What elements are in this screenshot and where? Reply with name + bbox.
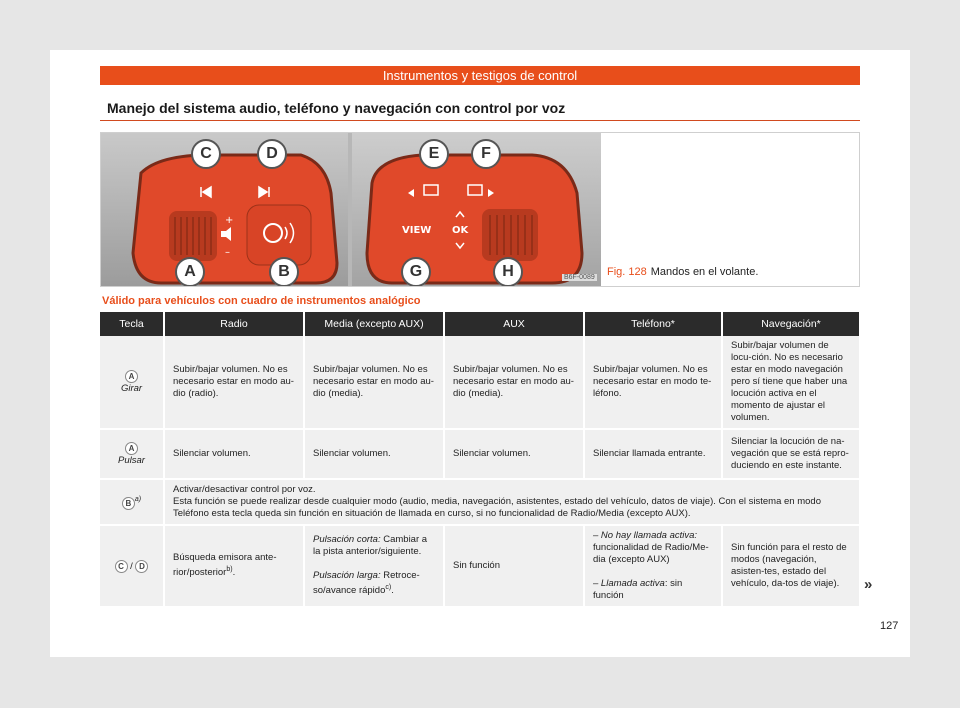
key-badge-d: D — [135, 560, 148, 573]
figure-number: Fig. 128 — [607, 266, 647, 278]
cell-telefono — [584, 525, 722, 607]
col-header-telefono: Teléfono* — [584, 312, 722, 336]
cell-media: Subir/bajar volumen. No es necesario estar en modo au-dio (media). — [304, 336, 444, 429]
ok-button-label: OK — [452, 225, 469, 236]
key-badge-a: A — [125, 370, 138, 383]
voice-control-description: Esta función se puede realizar desde cualquier modo (audio, media, navegación, asistentes, estado del vehículo, datos de viaje). Con el sistema en modo Teléfono esta tecla queda sin función en situación de llamada en curso, si no funcionalidad de Radio/Media (excepto AUX). — [173, 496, 821, 519]
table-row — [100, 525, 860, 607]
table-row — [100, 336, 860, 429]
key-badge-c: C — [115, 560, 128, 573]
key-cell — [100, 479, 164, 525]
view-button-label: VIEW — [402, 225, 432, 236]
key-cell — [100, 525, 164, 607]
volume-minus-icon: – — [225, 247, 230, 258]
key-cell — [100, 429, 164, 479]
right-button-housing — [367, 155, 582, 283]
image-reference-id: B6F-0089 — [564, 274, 595, 281]
table-row — [100, 479, 860, 525]
callout-f: F — [471, 139, 501, 169]
active-call-text: : sin función — [593, 578, 683, 601]
title-divider — [100, 120, 860, 121]
cell-radio — [164, 525, 304, 607]
menu-thumbwheel-ridges — [490, 215, 532, 255]
active-call-label: – Llamada activa — [593, 578, 665, 589]
figure-box — [100, 132, 860, 287]
cell-media — [304, 525, 444, 607]
volume-wheel-ridges — [175, 217, 211, 255]
table-header-row — [100, 312, 860, 336]
section-title: Manejo del sistema audio, teléfono y navegación con control por voz — [107, 100, 566, 116]
controls-table — [100, 312, 861, 608]
callout-b: B — [269, 257, 299, 286]
voice-control-title: Activar/desactivar control por voz. — [173, 484, 316, 495]
key-cell — [100, 336, 164, 429]
key-badge-a: A — [125, 442, 138, 455]
key-separator: / — [130, 560, 133, 572]
callout-h: H — [493, 257, 523, 286]
cell-voice-control — [164, 479, 860, 525]
cell-aux: Subir/bajar volumen. No es necesario estar en modo au-dio (media). — [444, 336, 584, 429]
table-row — [100, 429, 860, 479]
figure-caption-text: Mandos en el volante. — [650, 266, 759, 278]
no-call-label: – No hay llamada activa: — [593, 530, 698, 541]
short-press-label: Pulsación corta: — [313, 534, 381, 546]
callout-d: D — [257, 139, 287, 169]
cell-navegacion: Sin función para el resto de modos (navegación, asisten-tes, estado del vehículo, da-tos de viaje). — [722, 525, 860, 607]
col-header-media: Media (excepto AUX) — [304, 312, 444, 336]
long-press-text: Retroce-so/avance rápido — [313, 570, 420, 597]
cell-radio: Silenciar volumen. — [164, 429, 304, 479]
no-call-text: funcionalidad de Radio/Me-dia (excepto AUX) — [593, 542, 709, 565]
left-control-panel — [101, 133, 348, 286]
voice-button — [247, 205, 311, 265]
col-header-tecla: Tecla — [100, 312, 164, 336]
callout-a: A — [175, 257, 205, 286]
figure-caption — [607, 266, 758, 278]
cell-aux: Silenciar volumen. — [444, 429, 584, 479]
key-action: Girar — [120, 382, 143, 394]
footnote-ref: b) — [226, 566, 233, 574]
callout-c: C — [191, 139, 221, 169]
chapter-header-band: Instrumentos y testigos de control — [100, 66, 860, 85]
cell-telefono: Subir/bajar volumen. No es necesario estar en modo te-léfono. — [584, 336, 722, 429]
steering-wheel-controls-photo — [101, 133, 601, 286]
short-press-text: Cambiar a la pista anterior/siguiente. — [313, 534, 428, 558]
footnote-ref: a) — [134, 496, 142, 504]
page-number: 127 — [880, 620, 899, 632]
long-press-period: . — [391, 585, 394, 597]
validity-note: Válido para vehículos con cuadro de instrumentos analógico — [102, 295, 421, 307]
col-header-radio: Radio — [164, 312, 304, 336]
radio-text: Búsqueda emisora ante-rior/posterior — [173, 552, 277, 579]
col-header-navegacion: Navegación* — [722, 312, 860, 336]
cell-radio: Subir/bajar volumen. No es necesario estar en modo au-dio (radio). — [164, 336, 304, 429]
cell-navegacion: Silenciar la locución de na-vegación que se está repro-duciendo en este instante. — [722, 429, 860, 479]
left-panel-drawing — [101, 133, 348, 286]
volume-plus-icon: + — [225, 215, 234, 226]
cell-telefono: Silenciar llamada entrante. — [584, 429, 722, 479]
callout-e: E — [419, 139, 449, 169]
continue-mark: » — [864, 576, 873, 593]
key-action: Pulsar — [118, 454, 145, 466]
col-header-aux: AUX — [444, 312, 584, 336]
long-press-label: Pulsación larga: — [313, 570, 381, 582]
cell-media: Silenciar volumen. — [304, 429, 444, 479]
footnote-ref: c) — [385, 584, 392, 592]
cell-aux: Sin función — [444, 525, 584, 607]
key-badge-b: B — [122, 497, 135, 510]
cell-navegacion: Subir/bajar volumen de locu-ción. No es necesario estar en modo navegación pero sí tiene que haber una locución activa en el momento de ajustar el volumen. — [722, 336, 860, 429]
callout-g: G — [401, 257, 431, 286]
radio-period: . — [232, 567, 236, 579]
